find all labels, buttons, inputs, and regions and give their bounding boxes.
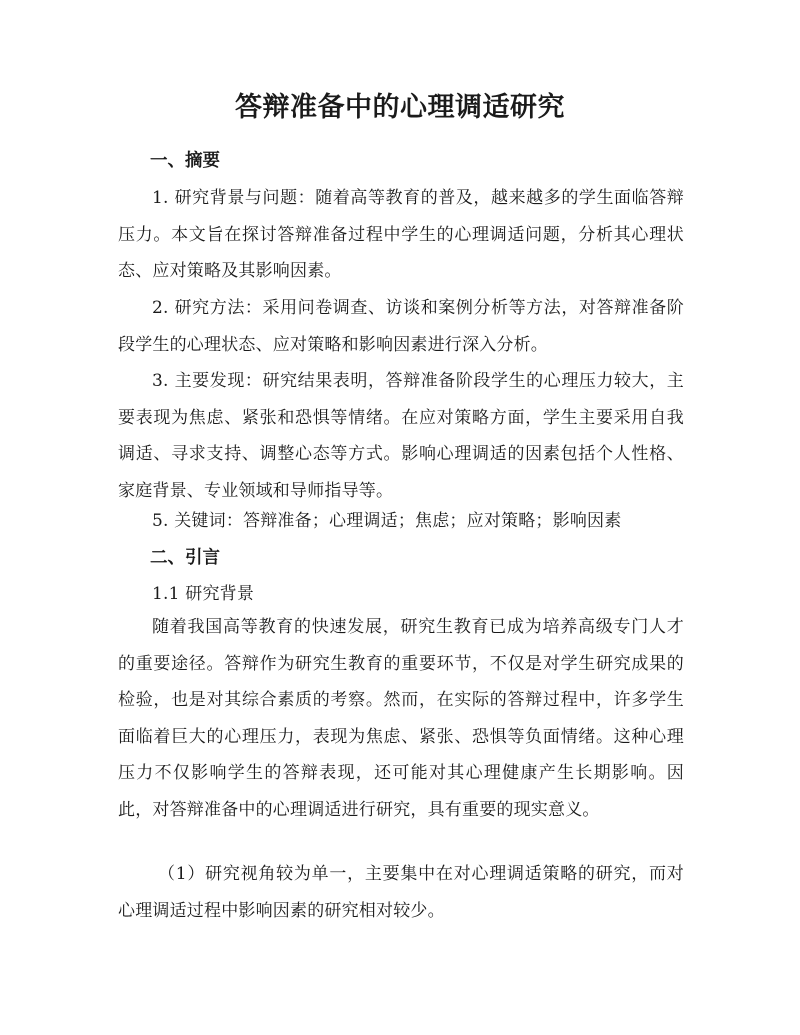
section-heading-introduction: 二、引言 <box>150 548 220 568</box>
section-heading-abstract: 一、摘要 <box>150 151 220 171</box>
abstract-item-3: 3. 主要发现：研究结果表明，答辩准备阶段学生的心理压力较大，主要表现为焦虑、紧张和恐惧等情绪。在应对策略方面，学生主要采用自我调适、寻求支持、调整心态等方式。影响心理调适的因素包括个人性格、家庭背景、专业领域和导师指导等。 <box>118 371 684 501</box>
abstract-item-1: 1. 研究背景与问题：随着高等教育的普及，越来越多的学生面临答辩压力。本文旨在探讨答辩准备过程中学生的心理调适问题，分析其心理状态、应对策略及其影响因素。 <box>118 188 684 282</box>
abstract-keywords: 5. 关键词：答辩准备；心理调适；焦虑；应对策略；影响因素 <box>152 511 622 531</box>
background-paragraph: 随着我国高等教育的快速发展，研究生教育已成为培养高级专门人才的重要途径。答辩作为研究生教育的重要环节，不仅是对学生研究成果的检验，也是对其综合素质的考察。然而，在实际的答辩过程中，许多学生面临着巨大的心理压力，表现为焦虑、紧张、恐惧等负面情绪。这种心理压力不仅影响学生的答辩表现，还可能对其心理健康产生长期影响。因此，对答辩准备中的心理调适进行研究，具有重要的现实意义。 <box>118 617 684 820</box>
abstract-item-2: 2. 研究方法：采用问卷调查、访谈和案例分析等方法，对答辩准备阶段学生的心理状态、应对策略和影响因素进行深入分析。 <box>118 298 684 355</box>
subsection-heading-background: 1.1 研究背景 <box>152 584 255 604</box>
document-title: 答辩准备中的心理调适研究 <box>235 92 565 123</box>
research-gap-paragraph: （1）研究视角较为单一，主要集中在对心理调适策略的研究，而对心理调适过程中影响因素的研究相对较少。 <box>118 864 684 921</box>
